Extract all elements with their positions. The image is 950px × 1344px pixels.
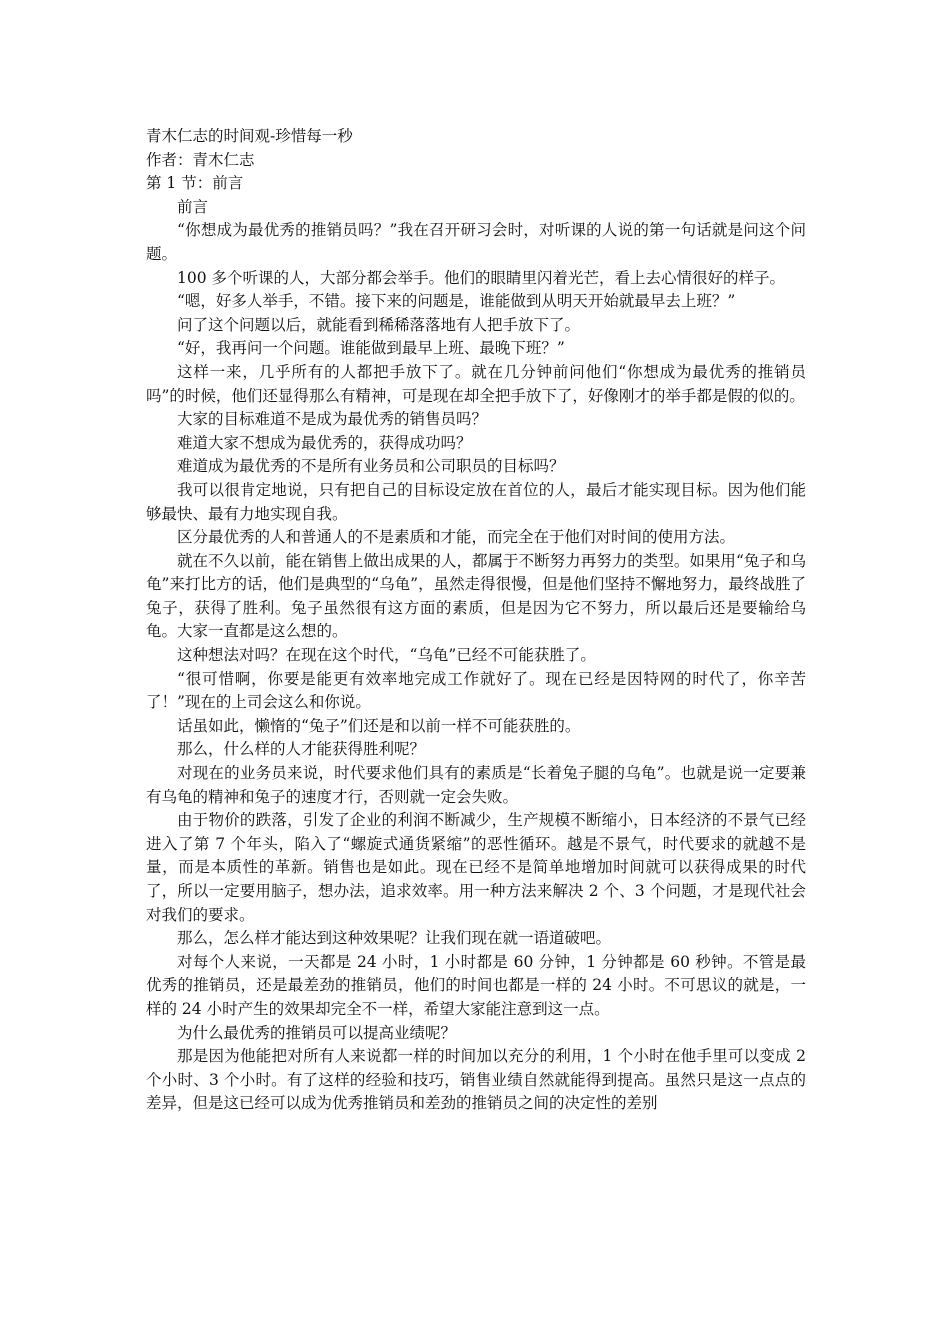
paragraph: 这样一来，几乎所有的人都把手放下了。就在几分钟前问他们“你想成为最优秀的推销员吗”的时候，他们还显得那么有精神，可是现在却全把手放下了，好像刚才的举手都是假的似的。 xyxy=(146,362,806,405)
paragraph: 对每个人来说，一天都是 24 小时，1 小时都是 60 分钟，1 分钟都是 60 秒钟。不管是最优秀的推销员，还是最差劲的推销员，他们的时间也都是一样的 24 小时。不可思议的就是，一样的 24 小时产生的效果却完全不一样，希望大家能注意到这一点。 xyxy=(146,952,806,1018)
document-page xyxy=(146,125,806,1116)
paragraph: “很可惜啊，你要是能更有效率地完成工作就好了。现在已经是因特网的时代了，你辛苦了！”现在的上司会这么和你说。 xyxy=(146,669,806,712)
section-heading: 第 1 节：前言 xyxy=(146,174,244,193)
paragraph: 难道成为最优秀的不是所有业务员和公司职员的目标吗？ xyxy=(177,457,565,476)
paragraph: 100 多个听课的人，大部分都会举手。他们的眼睛里闪着光芒，看上去心情很好的样子。 xyxy=(177,268,786,287)
paragraph: 问了这个问题以后，就能看到稀稀落落地有人把手放下了。 xyxy=(177,315,581,334)
paragraph: “你想成为最优秀的推销员吗？”我在召开研习会时，对听课的人说的第一句话就是问这个问题。 xyxy=(146,221,806,263)
paragraph: “好，我再问一个问题。谁能做到最早上班、最晚下班？” xyxy=(177,339,565,358)
document-body xyxy=(146,196,806,1116)
paragraph: 由于物价的跌落，引发了企业的利润不断减少，生产规模不断缩小，日本经济的不景气已经进入了第 7 个年头，陷入了“螺旋式通货紧缩”的恶性循环。越是不景气，时代要求的就越不是量，而是本质性的革新。销售也是如此。现在已经不是简单地增加时间就可以获得成果的时代了，所以一定要用脑子，想办法，追求效率。用一种方法来解决 2 个、3 个问题，才是现代社会对我们的要求。 xyxy=(146,811,806,924)
paragraph: 对现在的业务员来说，时代要求他们具有的素质是“长着兔子腿的乌龟”。也就是说一定要兼有乌龟的精神和兔子的速度才行，否则就一定会失败。 xyxy=(146,764,806,806)
paragraph: 大家的目标难道不是成为最优秀的销售员吗？ xyxy=(177,410,488,429)
paragraph: 那么，什么样的人才能获得胜利呢？ xyxy=(177,740,426,759)
document-title: 青木仁志的时间观-珍惜每一秒 xyxy=(146,127,353,145)
paragraph: 难道大家不想成为最优秀的，获得成功吗？ xyxy=(177,433,472,452)
paragraph: 这种想法对吗？在现在这个时代，“乌龟”已经不可能获胜了。 xyxy=(177,646,596,665)
paragraph: “嗯，好多人举手，不错。接下来的问题是，谁能做到从明天开始就最早去上班？” xyxy=(177,292,736,311)
paragraph: 那么，怎么样才能达到这种效果呢？让我们现在就一语道破吧。 xyxy=(177,929,612,948)
paragraph: 我可以很肯定地说，只有把自己的目标设定放在首位的人，最后才能实现目标。因为他们能够最快、最有力地实现自我。 xyxy=(146,480,806,523)
paragraph: 区分最优秀的人和普通人的不是素质和才能，而完全在于他们对时间的使用方法。 xyxy=(177,528,736,547)
paragraph: 话虽如此，懒惰的“兔子”们还是和以前一样不可能获胜的。 xyxy=(177,716,581,735)
paragraph: 就在不久以前，能在销售上做出成果的人，都属于不断努力再努力的类型。如果用“兔子和乌龟”来打比方的话，他们是典型的“乌龟”，虽然走得很慢，但是他们坚持不懈地努力，最终战胜了兔子，获得了胜利。兔子虽然很有这方面的素质，但是因为它不努力，所以最后还是要输给乌龟。大家一直都是这么想的。 xyxy=(146,551,806,641)
document-author: 作者：青木仁志 xyxy=(146,150,255,169)
paragraph: 那是因为他能把对所有人来说都一样的时间加以充分的利用，1 个小时在他手里可以变成 2 个小时、3 个小时。有了这样的经验和技巧，销售业绩自然就能得到提高。虽然只是这一点点的差异，但是这已经可以成为优秀推销员和差劲的推销员之间的决定性的差别 xyxy=(146,1047,806,1113)
paragraph: 前言 xyxy=(177,197,209,216)
paragraph: 为什么最优秀的推销员可以提高业绩呢？ xyxy=(177,1023,457,1042)
